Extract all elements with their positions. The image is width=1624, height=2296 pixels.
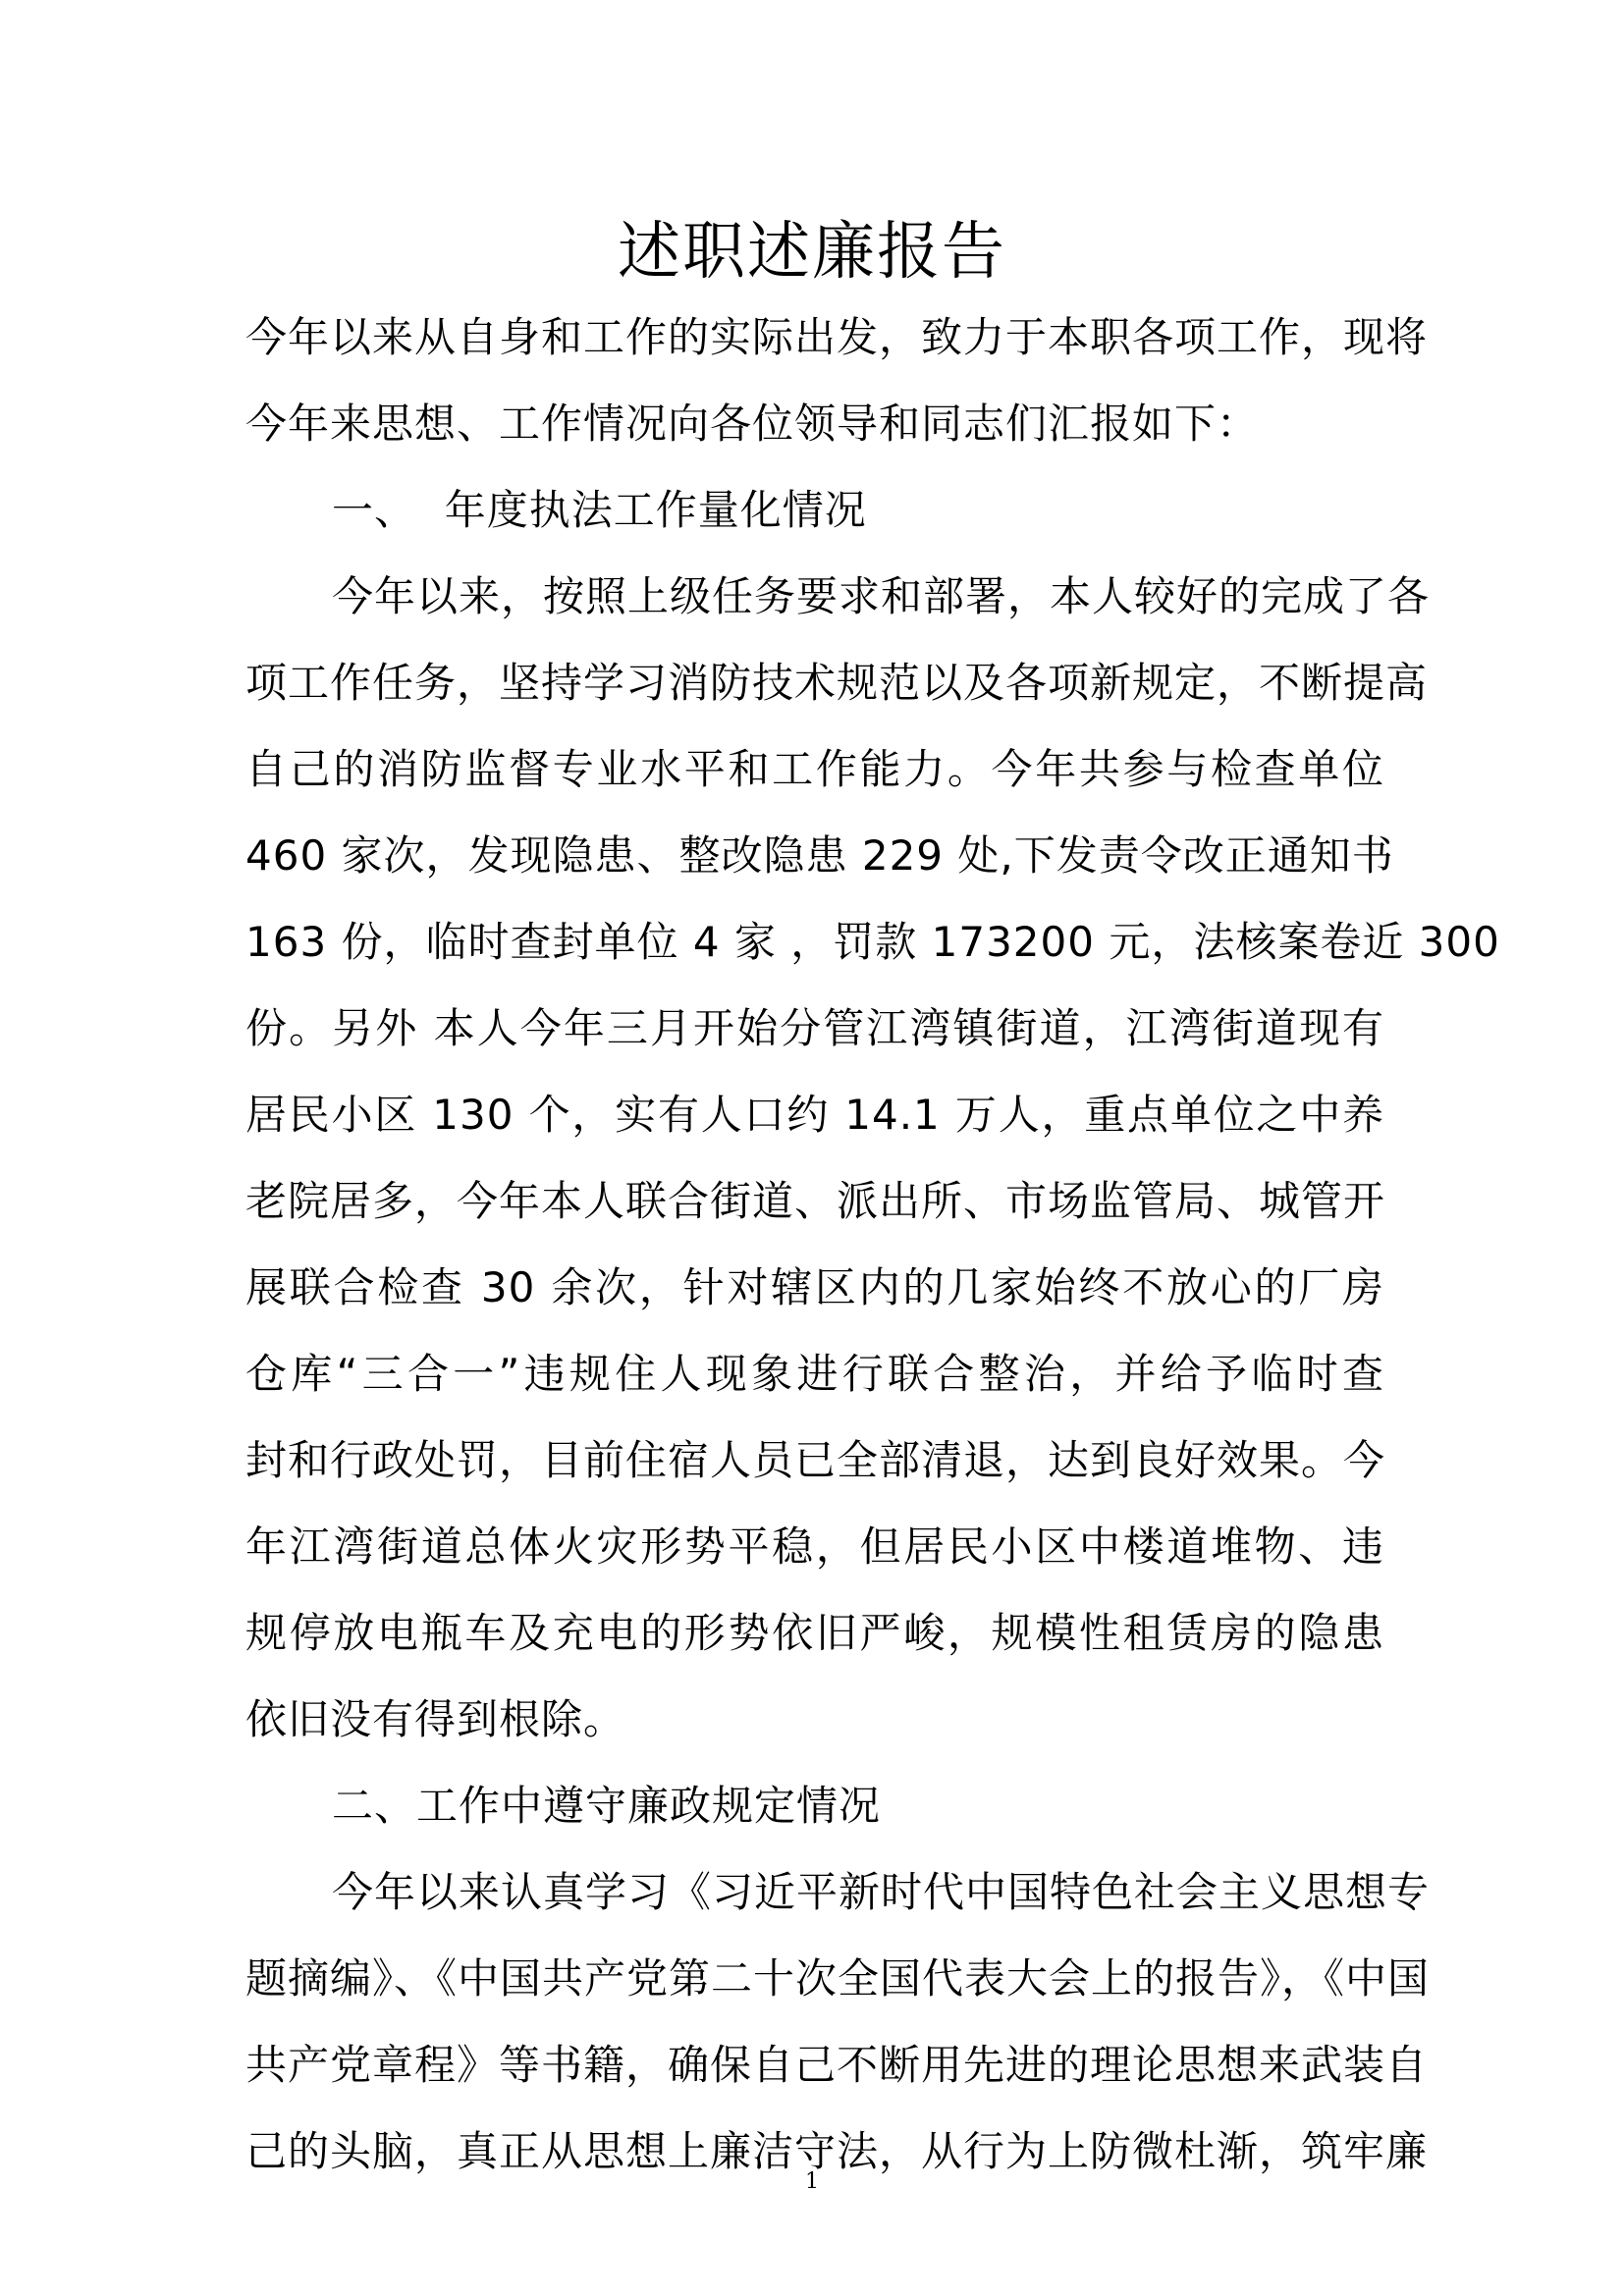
paragraph-line: 460 家次，发现隐患、整改隐患 229 处,下发责令改正通知书 <box>245 831 1394 880</box>
section-2-heading: 二、工作中遵守廉政规定情况 <box>332 1782 882 1830</box>
intro-line: 今年以来从自身和工作的实际出发，致力于本职各项工作，现将 <box>245 313 1429 361</box>
paragraph-line: 项工作任务，坚持学习消防技术规范以及各项新规定，不断提高 <box>245 659 1429 707</box>
paragraph-line: 今年以来认真学习《习近平新时代中国特色社会主义思想专 <box>332 1868 1431 1916</box>
section-1-heading: 一、 年度执法工作量化情况 <box>332 486 867 534</box>
document-title: 述职述廉报告 <box>618 216 1006 289</box>
paragraph-line: 自己的消防监督专业水平和工作能力。今年共参与检查单位 <box>245 745 1384 793</box>
paragraph-line: 题摘编》、《中国共产党第二十次全国代表大会上的报告》，《中国 <box>245 1954 1431 2002</box>
intro-line: 今年来思想、工作情况向各位领导和同志们汇报如下： <box>245 400 1260 448</box>
paragraph-line: 年江湾街道总体火灾形势平稳，但居民小区中楼道堆物、违 <box>245 1522 1384 1571</box>
paragraph-line: 份。另外 本人今年三月开始分管江湾镇街道，江湾街道现有 <box>245 1004 1384 1052</box>
paragraph-line: 共产党章程》等书籍，确保自己不断用先进的理论思想来武装自 <box>245 2041 1429 2089</box>
paragraph-line: 己的头脑，真正从思想上廉洁守法，从行为上防微杜渐，筑牢廉 <box>245 2127 1429 2175</box>
document-body <box>245 294 1500 2195</box>
paragraph-line: 老院居多，今年本人联合街道、派出所、市场监管局、城管开 <box>245 1177 1386 1225</box>
paragraph-line: 展联合检查 30 余次，针对辖区内的几家始终不放心的厂房 <box>245 1263 1384 1311</box>
paragraph-line: 依旧没有得到根除。 <box>245 1695 626 1743</box>
paragraph-line: 仓库“三合一”违规住人现象进行联合整治，并给予临时查 <box>245 1350 1384 1398</box>
paragraph-line: 163 份，临时查封单位 4 家 ，罚款 173200 元，法核案卷近 300 <box>245 918 1500 966</box>
paragraph-line: 规停放电瓶车及充电的形势依旧严峻，规模性租赁房的隐患 <box>245 1609 1384 1657</box>
paragraph-line: 居民小区 130 个，实有人口约 14.1 万人，重点单位之中养 <box>245 1091 1384 1139</box>
paragraph-line: 封和行政处罚，目前住宿人员已全部清退，达到良好效果。今 <box>245 1436 1386 1484</box>
page-number: 1 <box>805 2169 819 2194</box>
paragraph-line: 今年以来，按照上级任务要求和部署，本人较好的完成了各 <box>332 572 1431 620</box>
